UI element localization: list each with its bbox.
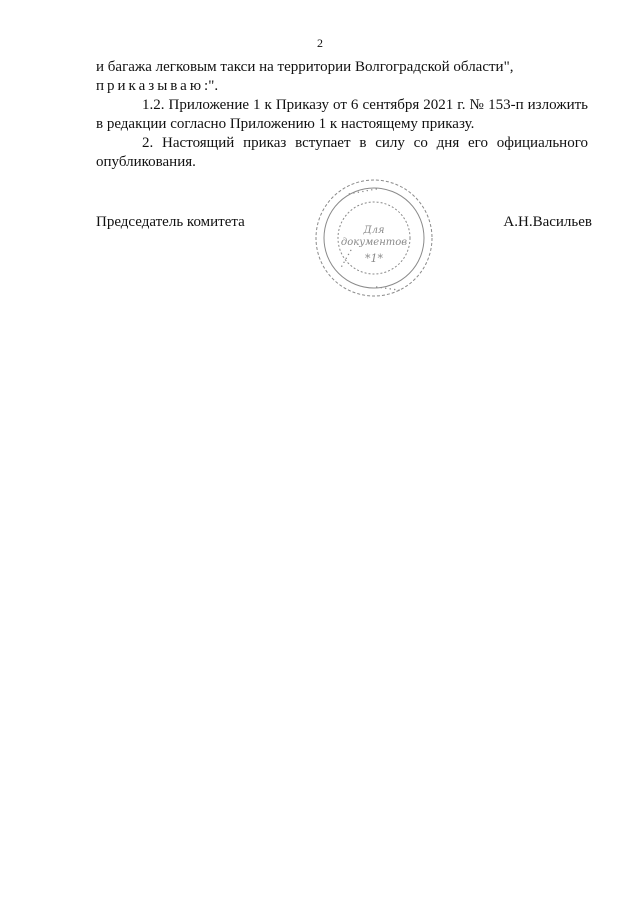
- document-body: [96, 58, 588, 172]
- stamp-text-line2: документов: [340, 237, 408, 248]
- svg-text:• • • • • •: • • • • • •: [374, 284, 401, 295]
- order-word-tail: :".: [204, 78, 219, 94]
- paragraph-continuation: [96, 58, 588, 96]
- paragraph-1-2: 1.2. Приложение 1 к Приказу от 6 сентября 2021 г. № 153-п изложить в редакции согласно Приложению 1 к настоящему приказу.: [96, 97, 588, 132]
- page-number: 2: [317, 36, 323, 50]
- official-seal-stamp: [312, 176, 436, 300]
- stamp-number: *1*: [365, 252, 383, 265]
- order-word: приказываю: [96, 78, 205, 94]
- svg-text:• • • • • • •: • • • • • • •: [347, 186, 379, 198]
- svg-text:• • • • •: • • • • •: [339, 248, 355, 270]
- stamp-text-line1: Для: [363, 225, 385, 236]
- signer-name: А.Н.Васильев: [503, 214, 592, 230]
- continuation-line: и багажа легковым такси на территории Волгоградской области",: [96, 59, 514, 75]
- signer-title: Председатель комитета: [96, 214, 245, 230]
- paragraph-2: 2. Настоящий приказ вступает в силу со дня его официального опубликования.: [96, 135, 588, 170]
